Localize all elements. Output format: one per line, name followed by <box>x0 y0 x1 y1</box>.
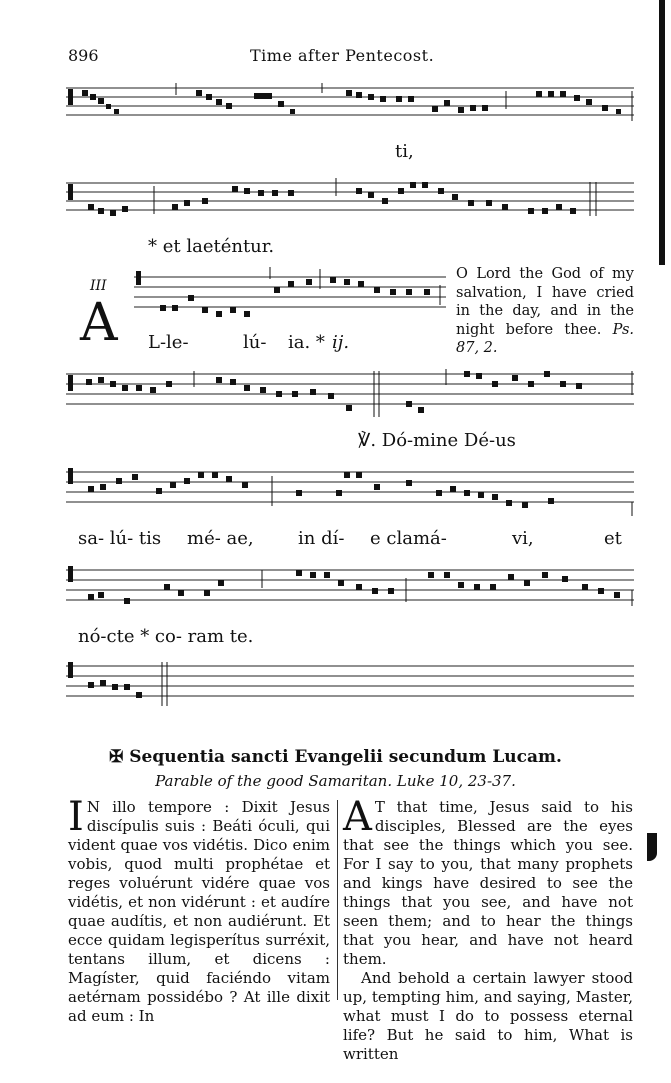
lyric-row-5-d: e clamá- <box>370 528 447 549</box>
music-staff-2 <box>66 174 634 230</box>
english-drop-cap: A <box>343 794 372 840</box>
lyric-row-4: ℣. Dó-mine Dé-us <box>358 430 516 451</box>
alleluia-syllable-1: L-le- <box>148 332 189 353</box>
verse-translation-text: O Lord the God of my salvation, I have cried in the day, and in the night before thee. <box>456 266 634 338</box>
lyric-row-6: nó-cte * co- ram te. <box>78 626 254 647</box>
latin-column <box>68 794 330 1026</box>
verse-reference: Ps. 87, 2. <box>456 321 634 356</box>
mode-number: III <box>90 278 107 294</box>
page-number: 896 <box>68 46 99 65</box>
lyric-row-5-c: in dí- <box>298 528 345 549</box>
gospel-subtitle: Parable of the good Samaritan. Luke 10, 23-37. <box>155 772 516 790</box>
latin-drop-cap: I <box>68 794 84 840</box>
lyric-row-5-e: vi, <box>512 528 534 549</box>
latin-text: N illo tempore : Dixit Jesus discípulis suis : Beáti óculi, qui vident quae vos vidétis. Dico enim vobis, quod multi prophétae et reges voluérunt vidére quae vos vidétis, et non vidérunt : et audíre quae audítis, et non audiérunt. Et ecce quidam legisperítus surréxit, tentans illum, et dicens : Magíster, quid faciéndo vitam aetérnam possidébo ? At ille dixit ad eum : In <box>68 798 330 1025</box>
alleluia-syllable-3: ia. * <box>288 332 325 353</box>
lyric-row-5-b: mé- ae, <box>187 528 254 549</box>
lyric-row-5-a: sa- lú- tis <box>78 528 162 549</box>
music-staff-1 <box>66 79 634 129</box>
verse-translation <box>456 265 634 358</box>
music-staff-3 <box>134 265 446 329</box>
page-edge-bar <box>659 0 665 265</box>
english-text: T that time, Jesus said to his disciples, Blessed are the eyes that see the things which you see. For I say to you, that many prophets and kings have desired to see the things that you see, and have not seen them; and to hear the things that you hear, and have not heard them. <box>343 798 633 968</box>
alleluia-syllable-2: lú- <box>243 332 267 353</box>
column-divider <box>337 800 338 1000</box>
music-staff-4 <box>66 365 634 421</box>
gospel-title: ✠ Sequentia sancti Evangelii secundum Lucam. <box>109 747 562 767</box>
english-column <box>343 794 633 1064</box>
lyric-row-1-syllable-1: ti, <box>395 141 414 162</box>
music-staff-6 <box>66 560 634 616</box>
music-staff-5 <box>66 462 634 524</box>
lyric-row-2: * et laeténtur. <box>148 236 275 257</box>
page-margin-mark <box>647 833 657 861</box>
lyric-row-5-f: et <box>604 528 622 549</box>
english-text-2: And behold a certain lawyer stood up, tempting him, and saying, Master, what must I do to possess eternal life? But he said to him, What is written <box>343 969 633 1063</box>
music-staff-7 <box>66 656 634 712</box>
alleluia-repeat-mark: ij. <box>332 332 350 353</box>
initial-letter: A <box>80 293 118 353</box>
running-title: Time after Pentecost. <box>250 46 435 65</box>
